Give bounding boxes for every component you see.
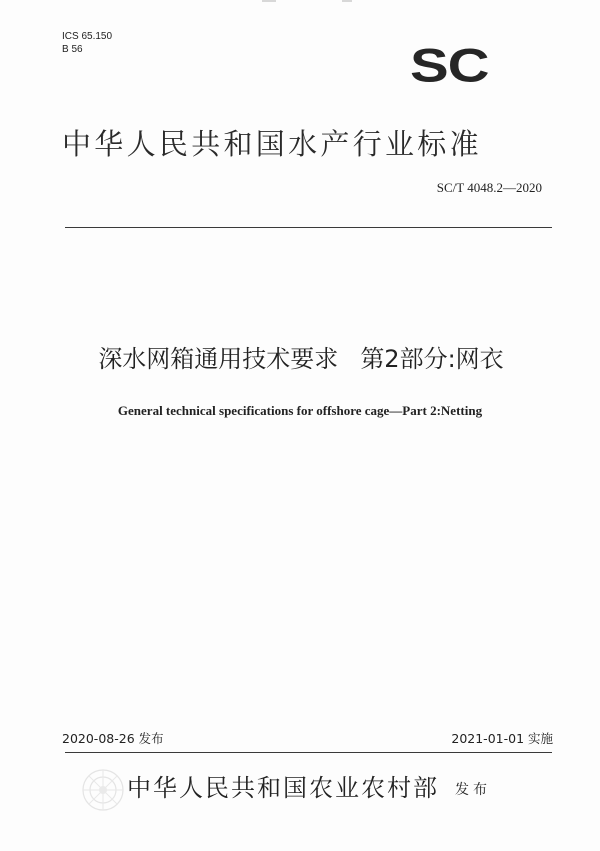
- standard-title: 中华人民共和国水产行业标准: [62, 127, 482, 161]
- ministry-emblem-icon: [80, 767, 126, 813]
- publish-label: 发布: [455, 782, 491, 798]
- sc-logo: SC: [410, 38, 489, 93]
- title-cn-part: 第2部分:网衣: [360, 345, 504, 373]
- publisher-name: 中华人民共和国农业农村部: [127, 774, 439, 802]
- document-title-cn: [62, 343, 540, 375]
- scan-speck: [342, 0, 352, 2]
- implement-date: 2021-01-01 实施: [451, 731, 553, 746]
- ics-code: ICS 65.150: [62, 31, 113, 42]
- issue-date: 2020-08-26 发布: [62, 731, 164, 746]
- standard-code: SC/T 4048.2—2020: [436, 180, 542, 195]
- classification-codes: [62, 30, 112, 56]
- footer-divider: [65, 752, 552, 753]
- scan-speck: [262, 0, 276, 2]
- title-cn-main: 深水网箱通用技术要求: [98, 345, 339, 373]
- document-title-en: General technical specifications for offshore cage—Part 2:Netting: [117, 403, 483, 418]
- ccs-code: B 56: [62, 44, 83, 55]
- header-divider: [65, 227, 552, 228]
